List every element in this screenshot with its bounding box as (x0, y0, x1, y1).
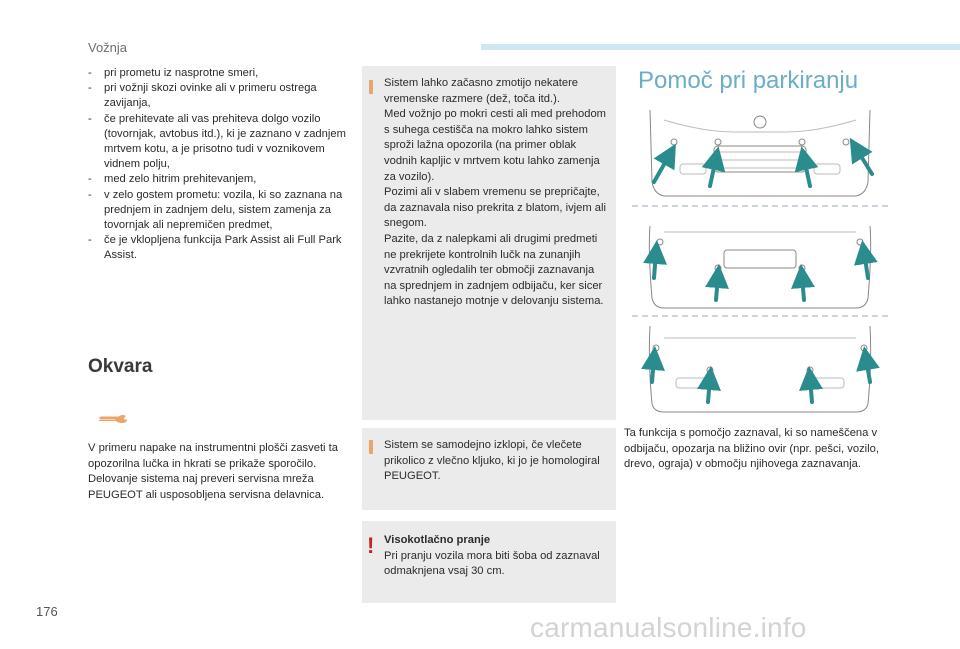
trailer-note (362, 428, 616, 510)
fault-heading: Okvara (88, 356, 153, 377)
rear-bumper-view-2 (649, 326, 870, 412)
page-number: 176 (36, 604, 58, 619)
section-title: Vožnja (88, 40, 128, 55)
weather-note (362, 66, 616, 420)
rear-bumper-view (649, 226, 870, 308)
list-item: - pri vožnji skozi ovinke ali v primeru ostrega zavijanja, (88, 81, 350, 111)
list-item: - med zelo hitrim prehitevanjem, (88, 172, 350, 187)
list-item: - v zelo gostem prometu: vozila, ki so zaznana na prednjem in zadnjem delu, sistem zamenja za tovornjak ali nepremičen predmet, (88, 188, 350, 234)
warning-title: Visokotlačno pranje (384, 534, 491, 546)
list-item: - pri prometu iz nasprotne smeri, (88, 66, 350, 81)
parking-sensor-illustration (624, 102, 896, 417)
rear-sensor-arrows (654, 252, 868, 300)
parking-description: Ta funkcija s pomočjo zaznaval, ki so nameščena v odbijaču, opozarja na bližino ovir (npr. pešci, vozilo, drevo, ograja) v območju njihovega zaznavanja. (624, 427, 879, 471)
info-icon (369, 80, 373, 94)
list-item: - če je vklopljena funkcija Park Assist ali Full Park Assist. (88, 233, 350, 263)
list-item: - če prehitevate ali vas prehiteva dolgo vozilo (tovornjak, avtobus itd.), ki je zaznano v zadnjem mrtvem kotu, a je prisotno tudi v voznikovem vidnem polju, (88, 112, 350, 173)
warning-text: Pri pranju vozila mora biti šoba od zaznaval odmaknjena vsaj 30 cm. (384, 549, 600, 578)
wrench-icon (97, 404, 129, 426)
rear-sensor-arrows-2 (652, 358, 870, 402)
header-bar (481, 44, 960, 50)
weather-note-text: Sistem lahko začasno zmotijo nekatere vremenske razmere (dež, toča itd.). Med vožnjo po mokri cesti ali med prehodom s suhega cestišča na mokro lahko sistem sproži lažna opozorila (na primer oblak vodnih kapljic v mrtvem kotu lahko zamenja za vozilo). Pozimi ali v slabem vremenu se prepričajte, da zaznavala niso prekrita z blatom, ivjem ali snegom. Pazite, da z nalepkami ali drugimi predmeti ne prekrijete kontrolnih lučk na zunanjih vzvratnih ogledalih ter območji zaznavanja na sprednjem in zadnjem odbijaču, ker sicer lahko nastanejo motnje v delovanju sistema. (384, 77, 606, 308)
condition-list (88, 66, 350, 264)
front-bumper-view (650, 110, 870, 196)
trailer-note-text: Sistem se samodejno izklopi, če vlečete prikolico z vlečno kljuko, ki jo je homologiral PEUGEOT. (384, 439, 600, 483)
watermark: carmanualsonline.info (530, 612, 807, 643)
parking-heading: Pomoč pri parkiranju (638, 67, 859, 94)
fault-text: V primeru napake na instrumentni plošči zasveti ta opozorilna lučka in hkrati se prikaže sporočilo. Delovanje sistema naj preveri servisna mreža PEUGEOT ali usposobljena servisna delavnica. (88, 442, 338, 501)
warning-icon: ! (367, 533, 375, 558)
front-sensor-arrows (654, 148, 872, 186)
info-icon (369, 440, 373, 454)
warning-note (362, 521, 616, 603)
